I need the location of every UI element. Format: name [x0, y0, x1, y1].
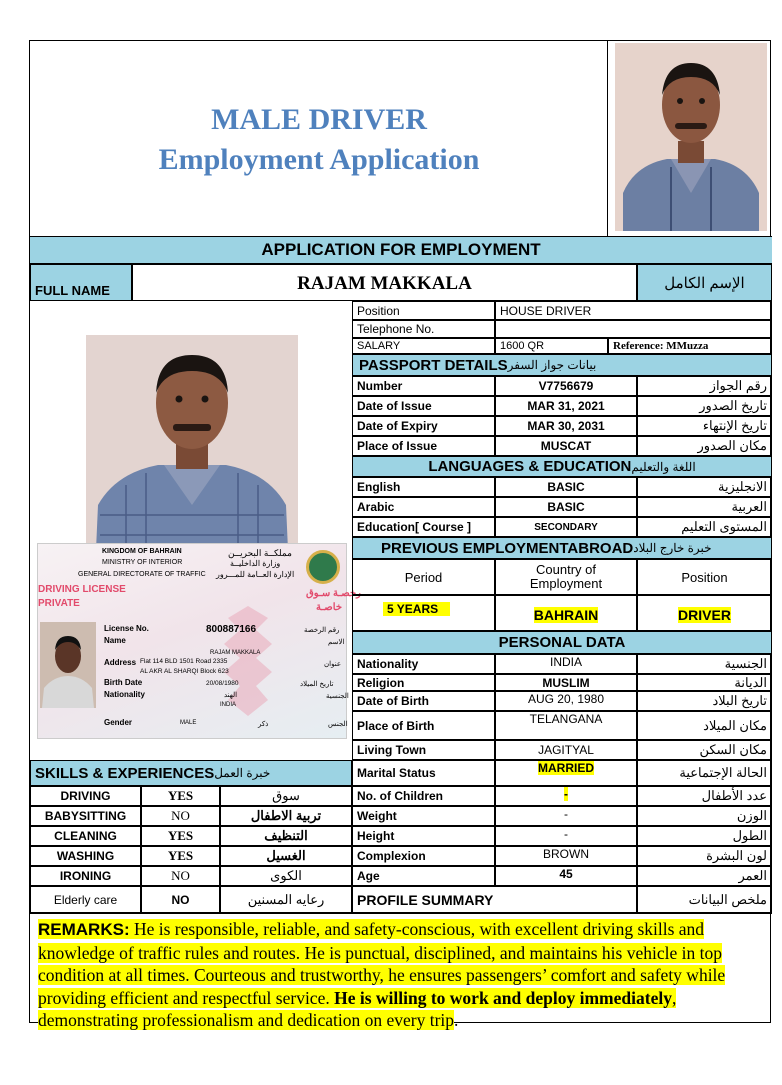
license-type2-ar: خاصـة [316, 602, 343, 613]
pob-value: TELANGANA [495, 711, 637, 740]
remarks-label: REMARKS: [38, 920, 130, 939]
applicant-photo-small [615, 43, 767, 231]
passport-place-value: MUSCAT [495, 436, 637, 456]
passport-place-label: Place of Issue [352, 436, 495, 456]
remarks-text: He is responsible, reliable, and safety-conscious, with excellent driving skills and knowledge of traffic rules and routes. He is punctual, disciplined, and maintains his vehicle in top condition at all times. Courteous and trustworthy, he ensures passengers’ comfort and safety while providing efficient and respectful service. [38, 919, 726, 1008]
license-nationality-value: INDIA [220, 702, 237, 708]
license-nationality-ar: الهند [224, 692, 238, 699]
license-address-value2: AL AKR AL SHARQI Block 623 [140, 668, 229, 675]
skill-driving-value: YES [141, 786, 220, 806]
passport-issue-ar: تاريخ الصدور [637, 396, 772, 416]
section-header-languages [352, 456, 772, 477]
license-kingdom: KINGDOM OF BAHRAIN [102, 548, 182, 555]
remarks-text-end: , demonstrating professionalism and dedication on every trip [38, 987, 677, 1030]
driving-license-image [37, 543, 361, 739]
license-directorate-ar: الإدارة العــامة للمـــرور [216, 570, 295, 579]
marital-label: Marital Status [352, 760, 495, 786]
religion-ar: الديانة [637, 674, 772, 691]
english-ar: الانجليزية [637, 477, 772, 497]
license-no-label: License No. [104, 624, 149, 633]
title-area [30, 41, 608, 236]
position-value: HOUSE DRIVER [495, 301, 772, 320]
english-value: BASIC [495, 477, 637, 497]
children-value: - [564, 787, 568, 801]
section-header-skills [30, 760, 352, 786]
employment-position: DRIVER [678, 607, 731, 623]
height-value: - [495, 826, 637, 846]
remarks-period: . [454, 1010, 459, 1030]
skill-babysitting-label: BABYSITTING [30, 806, 141, 826]
weight-value: - [495, 806, 637, 826]
position-label: Position [352, 301, 495, 320]
weight-label: Weight [352, 806, 495, 826]
living-town-label: Living Town [352, 740, 495, 760]
license-gender-value: MALE [180, 720, 197, 726]
employment-col-position: Position [637, 559, 772, 595]
employment-country: BAHRAIN [533, 607, 599, 623]
dob-label: Date of Birth [352, 691, 495, 711]
license-nationality-label-ar: الجنسية [326, 693, 349, 700]
license-photo [40, 622, 96, 708]
passport-issue-label: Date of Issue [352, 396, 495, 416]
employment-title-ar: خبرة خارج البلاد [633, 541, 712, 555]
remarks-section [30, 913, 772, 1030]
applicant-photo-large [86, 335, 298, 550]
employment-period: 5 YEARS [383, 602, 450, 616]
skill-ironing-ar: الكوى [220, 866, 352, 886]
height-ar: الطول [637, 826, 772, 846]
skill-washing-ar: الغسيل [220, 846, 352, 866]
education-label: Education[ Course ] [352, 517, 495, 537]
profile-summary-ar: ملخص البيانات [637, 886, 772, 913]
pob-label: Place of Birth [352, 711, 495, 740]
religion-value: MUSLIM [495, 674, 637, 691]
employment-period-cell [352, 595, 495, 631]
license-address-label: Address [104, 658, 137, 667]
marital-value: MARRIED [538, 761, 594, 775]
passport-expiry-value: MAR 30, 2031 [495, 416, 637, 436]
skill-ironing-label: IRONING [30, 866, 141, 886]
license-gender-label-ar: الجنس [328, 721, 348, 728]
religion-label: Religion [352, 674, 495, 691]
license-type-ar: رخصـة سـوق [306, 588, 361, 599]
nationality-ar: الجنسية [637, 654, 772, 674]
license-directorate: GENERAL DIRECTORATE OF TRAFFIC [78, 571, 206, 578]
skill-elderly-label: Elderly care [30, 886, 141, 913]
section-header-employment [352, 537, 772, 559]
license-name-label: Name [104, 636, 126, 645]
arabic-ar: العربية [637, 497, 772, 517]
full-name-label-ar: الإسم الكامل [637, 264, 772, 301]
education-ar: المستوى التعليم [637, 517, 772, 537]
skills-title: SKILLS & EXPERIENCES [35, 764, 215, 782]
full-name-value: RAJAM MAKKALA [132, 264, 637, 301]
passport-title: PASSPORT DETAILS [359, 356, 508, 374]
age-value: 45 [495, 866, 637, 886]
age-ar: العمر [637, 866, 772, 886]
marital-cell [495, 760, 637, 786]
license-birth-label: Birth Date [104, 678, 143, 687]
complexion-value: BROWN [495, 846, 637, 866]
passport-place-ar: مكان الصدور [637, 436, 772, 456]
passport-number-ar: رقم الجواز [637, 376, 772, 396]
license-type: DRIVING LICENSE [38, 584, 126, 595]
license-ministry-ar: وزارة الداخليــة [230, 559, 281, 568]
license-birth-label-ar: تاريخ الميلاد [300, 681, 334, 688]
passport-expiry-ar: تاريخ الإنتهاء [637, 416, 772, 436]
passport-number-value: V7756679 [495, 376, 637, 396]
living-town-value: JAGITYAL [495, 740, 637, 760]
dob-value: AUG 20, 1980 [495, 691, 637, 711]
complexion-ar: لون البشرة [637, 846, 772, 866]
salary-label: SALARY [352, 338, 495, 354]
passport-expiry-label: Date of Expiry [352, 416, 495, 436]
license-ministry: MINISTRY OF INTERIOR [102, 559, 183, 566]
license-nationality-label: Nationality [104, 690, 145, 699]
reference-value: Reference: MMuzza [608, 338, 772, 354]
license-no-value: 800887166 [206, 624, 257, 635]
passport-title-ar: بيانات جواز السفر [507, 358, 597, 372]
nationality-label: Nationality [352, 654, 495, 674]
skill-driving-label: DRIVING [30, 786, 141, 806]
living-town-ar: مكان السكن [637, 740, 772, 760]
section-header-passport [352, 354, 772, 376]
pob-ar: مكان الميلاد [637, 711, 772, 740]
emblem-icon [306, 550, 340, 584]
arabic-value: BASIC [495, 497, 637, 517]
telephone-value [495, 320, 772, 338]
telephone-label: Telephone No. [352, 320, 495, 338]
skill-babysitting-value: NO [141, 806, 220, 826]
passport-number-label: Number [352, 376, 495, 396]
employment-country-cell [495, 595, 637, 631]
profile-summary-label: PROFILE SUMMARY [352, 886, 637, 913]
employment-position-cell [637, 595, 772, 631]
complexion-label: Complexion [352, 846, 495, 866]
skills-title-ar: خبرة العمل [214, 766, 271, 780]
form-title: MALE DRIVER [211, 103, 427, 136]
age-label: Age [352, 866, 495, 886]
education-value: SECONDARY [495, 517, 637, 537]
form-subtitle: Employment Application [158, 143, 480, 176]
license-name-label-ar: الاسم [328, 639, 345, 646]
license-gender-ar: ذكر [258, 721, 269, 728]
employment-title: PREVIOUS EMPLOYMENTABROAD [381, 539, 634, 557]
skill-elderly-value: NO [141, 886, 220, 913]
license-name-value: RAJAM MAKKALA [210, 650, 261, 656]
salary-value: 1600 QR [495, 338, 608, 354]
skill-babysitting-ar: تربية الاطفال [220, 806, 352, 826]
skill-cleaning-ar: التنظيف [220, 826, 352, 846]
marital-ar: الحالة الإجتماعية [637, 760, 772, 786]
license-birth-value: 20/08/1980 [206, 680, 239, 687]
dob-ar: تاريخ البلاد [637, 691, 772, 711]
skill-washing-label: WASHING [30, 846, 141, 866]
skill-cleaning-label: CLEANING [30, 826, 141, 846]
weight-ar: الوزن [637, 806, 772, 826]
section-header-application: APPLICATION FOR EMPLOYMENT [30, 236, 772, 264]
nationality-value: INDIA [495, 654, 637, 674]
remarks-bold-text: He is willing to work and deploy immediately [334, 987, 672, 1008]
arabic-label: Arabic [352, 497, 495, 517]
employment-col-period: Period [352, 559, 495, 595]
license-kingdom-ar: مملكــة البحريــن [228, 548, 292, 558]
skill-ironing-value: NO [141, 866, 220, 886]
english-label: English [352, 477, 495, 497]
passport-issue-value: MAR 31, 2021 [495, 396, 637, 416]
languages-title: LANGUAGES & EDUCATION [428, 458, 632, 475]
languages-title-ar: اللغة والتعليم [631, 459, 696, 474]
license-gender-label: Gender [104, 718, 133, 727]
license-no-label-ar: رقم الرخصة [304, 627, 340, 634]
license-type2: PRIVATE [38, 598, 80, 609]
application-form [29, 40, 771, 1030]
skill-elderly-ar: رعايه المسنين [220, 886, 352, 913]
skill-washing-value: YES [141, 846, 220, 866]
children-ar: عدد الأطفال [637, 786, 772, 806]
license-address-value: Flat 114 BLD 1501 Road 2335 [140, 658, 228, 665]
section-header-personal: PERSONAL DATA [352, 631, 772, 654]
children-label: No. of Children [352, 786, 495, 806]
skill-driving-ar: سوق [220, 786, 352, 806]
employment-col-country: Country of Employment [495, 559, 637, 595]
license-address-label-ar: عنوان [324, 661, 341, 668]
skill-cleaning-value: YES [141, 826, 220, 846]
children-cell [495, 786, 637, 806]
full-name-label: FULL NAME [30, 264, 132, 301]
height-label: Height [352, 826, 495, 846]
